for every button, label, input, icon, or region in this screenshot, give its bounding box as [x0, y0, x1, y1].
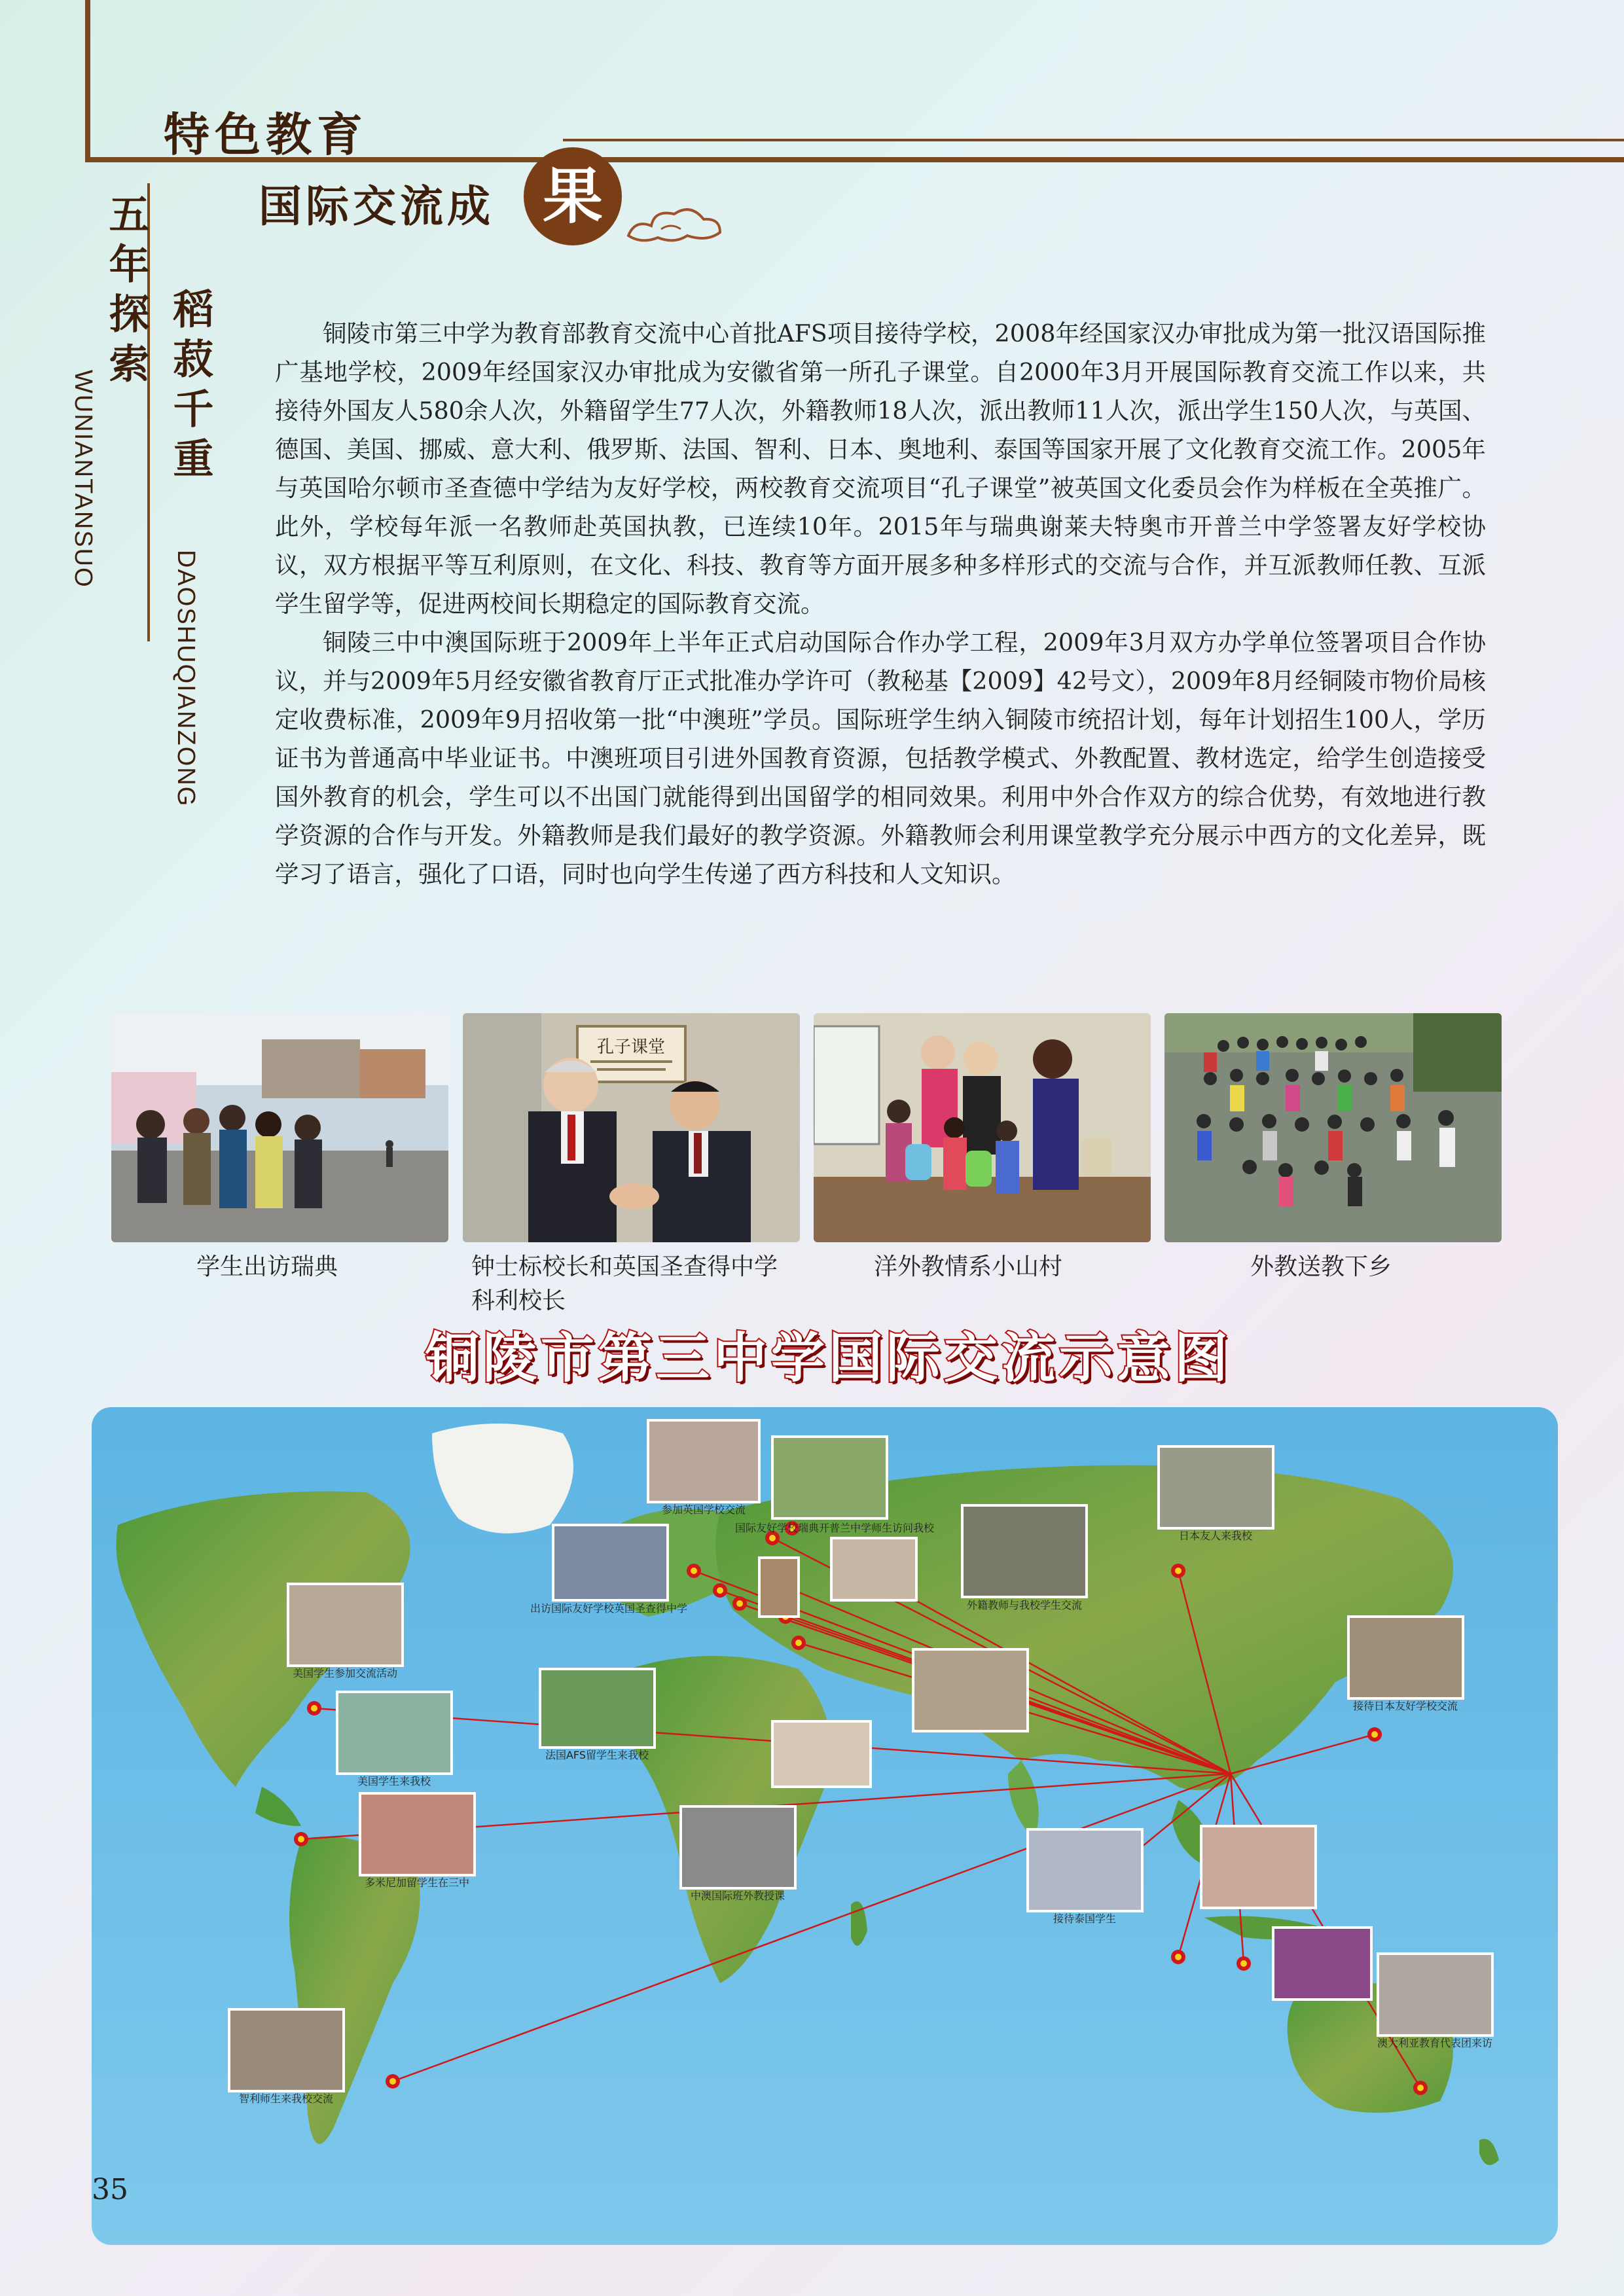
map-caption: 参加英国学校交流 [661, 1503, 746, 1516]
map-caption: 法国AFS留学生来我校 [545, 1749, 649, 1761]
page-number: 35 [92, 2173, 128, 2206]
section-subtitle: 国际交流成 [259, 181, 494, 232]
map-caption: 中澳国际班外教授课 [690, 1890, 785, 1902]
map-caption: 国际友好学校瑞典开普兰中学师生访问我校 [734, 1522, 935, 1534]
photo-caption: 学生出访瑞典 [196, 1253, 338, 1280]
frame-vertical-line [85, 0, 90, 160]
confucius-sign-text: 孔子课堂 [596, 1037, 666, 1057]
map-caption: 外籍教师与我校学生交流 [966, 1599, 1083, 1611]
photo-teachers-village [814, 1013, 1151, 1242]
photo-caption: 外教送教下乡 [1250, 1253, 1392, 1280]
map-caption: 智利师生来我校交流 [238, 2092, 334, 2105]
article-body [275, 314, 1486, 893]
world-exchange-map [92, 1394, 1558, 2245]
photo-teachers-countryside [1164, 1013, 1502, 1242]
side-pinyin-right: DAOSHUQIANZONG [172, 550, 200, 808]
map-caption: 多米尼加留学生在三中 [364, 1876, 470, 1889]
map-caption: 出访国际友好学校英国圣查得中学 [530, 1602, 688, 1615]
photo-caption: 钟士标校长和英国圣查得中学科利校长 [471, 1253, 778, 1314]
map-caption: 接待日本友好学校交流 [1352, 1700, 1458, 1712]
map-title: 铜陵市第三中学国际交流示意图 [425, 1327, 1233, 1390]
map-caption: 美国学生来我校 [357, 1775, 431, 1787]
paragraph: 铜陵三中中澳国际班于2009年上半年正式启动国际合作办学工程，2009年3月双方办学单位签署项目合作协议，并与2009年5月经安徽省教育厅正式批准办学许可（教秘基【2009】42号文），2009年8月经铜陵市物价局核定收费标准，2009年9月招收第一批“中澳班”学员。国际班学生纳入铜陵市统招计划，每年计划招生100人，学历证书为普通高中毕业证书。中澳班项目引进外国教育资源，包括教学模式、外教配置、教材选定，给学生创造接受国外教育的机会，学生可以不出国门就能得到出国留学的相同效果。利用中外合作双方的综合优势，有效地进行教学资源的合作与开发。外籍教师是我们最好的教学资源。外籍教师会利用课堂教学充分展示中西方的文化差异，既学习了语言，强化了口语，同时也向学生传递了西方科技和人文知识。 [275, 628, 1486, 888]
photo-caption: 洋外教情系小山村 [874, 1253, 1063, 1280]
map-caption: 美国学生参加交流活动 [292, 1667, 398, 1679]
section-title: 特色教育 [164, 107, 368, 162]
side-title-right: 稻菽千重 [166, 288, 214, 487]
map-caption: 日本友人来我校 [1178, 1530, 1253, 1542]
side-title-left: 五年探索 [102, 193, 150, 392]
map-caption: 接待泰国学生 [1053, 1912, 1117, 1925]
title-badge: 果 [524, 147, 622, 245]
cloud-ornament-icon [622, 200, 727, 245]
frame-horizontal-line-thin [563, 139, 1624, 141]
side-pinyin-left: WUNIANTANSUO [69, 370, 97, 588]
map-caption: 澳大利亚教育代表团来访 [1377, 2037, 1493, 2049]
paragraph: 铜陵市第三中学为教育部教育交流中心首批AFS项目接待学校，2008年经国家汉办审批成为第一批汉语国际推广基地学校，2009年经国家汉办审批成为安徽省第一所孔子课堂。自2000年3月开展国际教育交流工作以来，共接待外国友人580余人次，外籍留学生77人次，外籍教师18人次，派出教师11人次，派出学生150人次，与英国、德国、美国、挪威、意大利、俄罗斯、法国、智利、日本、奥地利、泰国等国家开展了文化教育交流工作。2005年与英国哈尔顿市圣查德中学结为友好学校，两校教育交流项目“孔子课堂”被英国文化委员会作为样板在全英推广。此外，学校每年派一名教师赴英国执教，已连续10年。2015年与瑞典谢莱夫特奥市开普兰中学签署友好学校协议，双方根据平等互利原则，在文化、科技、教育等方面开展多种多样形式的交流与合作，并互派教师任教、互派学生留学等，促进两校间长期稳定的国际教育交流。 [275, 319, 1486, 618]
photo-principals-handshake [463, 1013, 800, 1242]
photo-students-sweden [111, 1013, 448, 1242]
